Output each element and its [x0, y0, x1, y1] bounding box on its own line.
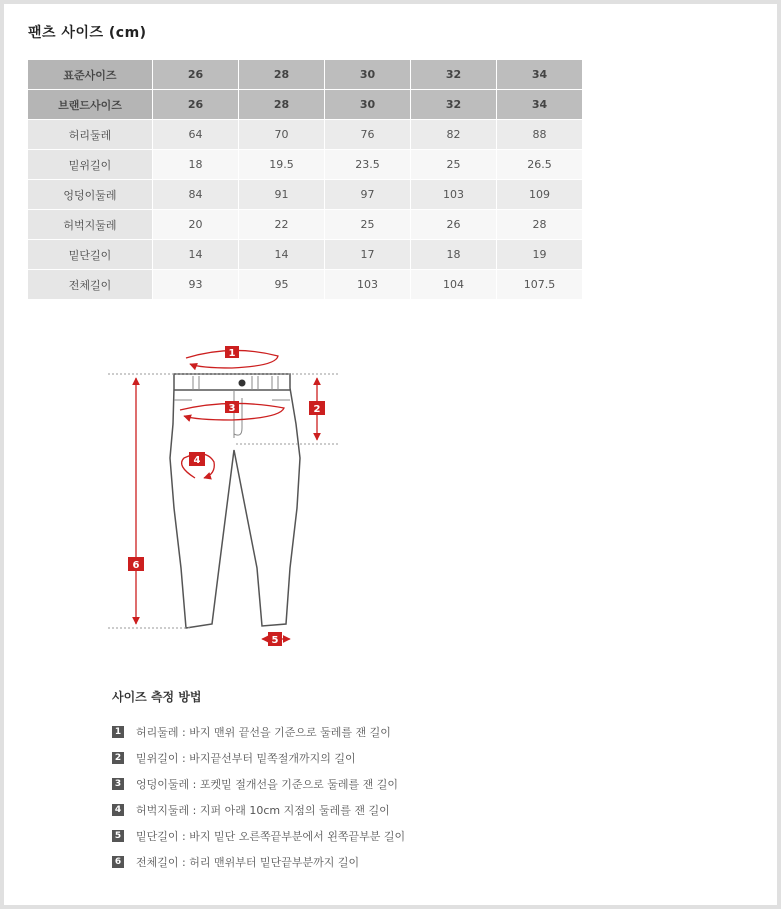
- table-header-row: [28, 90, 582, 120]
- waist-button: [239, 380, 246, 387]
- table-cell: 14: [239, 240, 325, 270]
- table-row: [28, 240, 582, 270]
- table-header-cell: 26: [153, 60, 239, 90]
- step-number: 2: [112, 752, 124, 764]
- table-header-cell: 30: [325, 90, 411, 120]
- step-text: 전체길이 : 허리 맨위부터 밑단끝부분까지 길이: [136, 856, 360, 869]
- table-cell: 17: [325, 240, 411, 270]
- step-text: 엉덩이둘레 : 포켓밑 절개선을 기준으로 둘레를 잰 길이: [136, 778, 398, 791]
- step-number: 1: [112, 726, 124, 738]
- marker-4: 4: [193, 455, 201, 466]
- table-row: [28, 210, 582, 240]
- table-cell: 19: [497, 240, 583, 270]
- table-cell: 20: [153, 210, 239, 240]
- table-header-row: [28, 60, 582, 90]
- table-cell: 97: [325, 180, 411, 210]
- step-text: 허벅지둘레 : 지퍼 아래 10cm 지점의 둘레를 잰 길이: [136, 804, 390, 817]
- row-label: 밑단길이: [28, 240, 153, 270]
- table-row: [28, 120, 582, 150]
- guide-step: [112, 849, 405, 875]
- table-cell: 25: [325, 210, 411, 240]
- guide-step: [112, 771, 405, 797]
- table-header-cell: 32: [411, 90, 497, 120]
- table-header-cell: 32: [411, 60, 497, 90]
- table-cell: 18: [411, 240, 497, 270]
- row-label: 밑위길이: [28, 150, 153, 180]
- measure-hip: [180, 401, 284, 420]
- table-header-cell: 34: [497, 60, 583, 90]
- table-cell: 109: [497, 180, 583, 210]
- table-row: [28, 270, 582, 300]
- row-label: 전체길이: [28, 270, 153, 300]
- page-title: 팬츠 사이즈 (cm): [28, 25, 147, 41]
- step-text: 밑단길이 : 바지 밑단 오른쪽끝부분에서 왼쪽끝부분 길이: [136, 830, 406, 843]
- measure-thigh: [182, 452, 215, 478]
- measure-length: [128, 378, 144, 624]
- guide-step: [112, 745, 405, 771]
- guide-lines: [108, 374, 340, 628]
- step-number: 4: [112, 804, 124, 816]
- marker-2: 2: [313, 404, 321, 415]
- table-header-cell: 표준사이즈: [28, 60, 153, 90]
- table-header-cell: 26: [153, 90, 239, 120]
- table-cell: 23.5: [325, 150, 411, 180]
- table-cell: 28: [497, 210, 583, 240]
- table-cell: 76: [325, 120, 411, 150]
- step-number: 3: [112, 778, 124, 790]
- table-cell: 14: [153, 240, 239, 270]
- table-cell: 91: [239, 180, 325, 210]
- table-cell: 93: [153, 270, 239, 300]
- table-cell: 26.5: [497, 150, 583, 180]
- table-cell: 107.5: [497, 270, 583, 300]
- row-label: 허리둘레: [28, 120, 153, 150]
- table-header-cell: 34: [497, 90, 583, 120]
- table-cell: 84: [153, 180, 239, 210]
- table-cell: 104: [411, 270, 497, 300]
- table-cell: 82: [411, 120, 497, 150]
- row-label: 허벅지둘레: [28, 210, 153, 240]
- table-row: [28, 150, 582, 180]
- measure-hem: [262, 632, 290, 646]
- table-row: [28, 180, 582, 210]
- measure-rise: [309, 378, 325, 440]
- table-cell: 95: [239, 270, 325, 300]
- table-cell: 88: [497, 120, 583, 150]
- table-cell: 103: [325, 270, 411, 300]
- step-number: 6: [112, 856, 124, 868]
- step-text: 허리둘레 : 바지 맨위 끝선을 기준으로 둘레를 잰 길이: [136, 726, 391, 739]
- marker-6: 6: [132, 560, 140, 571]
- guide-title: 사이즈 측정 방법: [112, 690, 202, 704]
- marker-5: 5: [271, 635, 279, 646]
- table-cell: 64: [153, 120, 239, 150]
- table-cell: 22: [239, 210, 325, 240]
- step-text: 밑위길이 : 바지끝선부터 밑쪽절개까지의 길이: [136, 752, 356, 765]
- table-cell: 18: [153, 150, 239, 180]
- table-cell: 26: [411, 210, 497, 240]
- table-cell: 103: [411, 180, 497, 210]
- table-header-cell: 브랜드사이즈: [28, 90, 153, 120]
- marker-1: 1: [228, 348, 236, 359]
- row-label: 엉덩이둘레: [28, 180, 153, 210]
- measurement-guide: [112, 688, 405, 875]
- table-cell: 19.5: [239, 150, 325, 180]
- table-header-cell: 28: [239, 60, 325, 90]
- marker-3: 3: [228, 403, 236, 414]
- table-header-cell: 30: [325, 60, 411, 90]
- size-table: [28, 60, 582, 300]
- table-cell: 25: [411, 150, 497, 180]
- guide-step: [112, 797, 405, 823]
- measure-waist: [186, 346, 278, 368]
- guide-step: [112, 719, 405, 745]
- table-cell: 70: [239, 120, 325, 150]
- guide-step: [112, 823, 405, 849]
- table-header-cell: 28: [239, 90, 325, 120]
- pants-measurement-diagram: [100, 338, 360, 658]
- step-number: 5: [112, 830, 124, 842]
